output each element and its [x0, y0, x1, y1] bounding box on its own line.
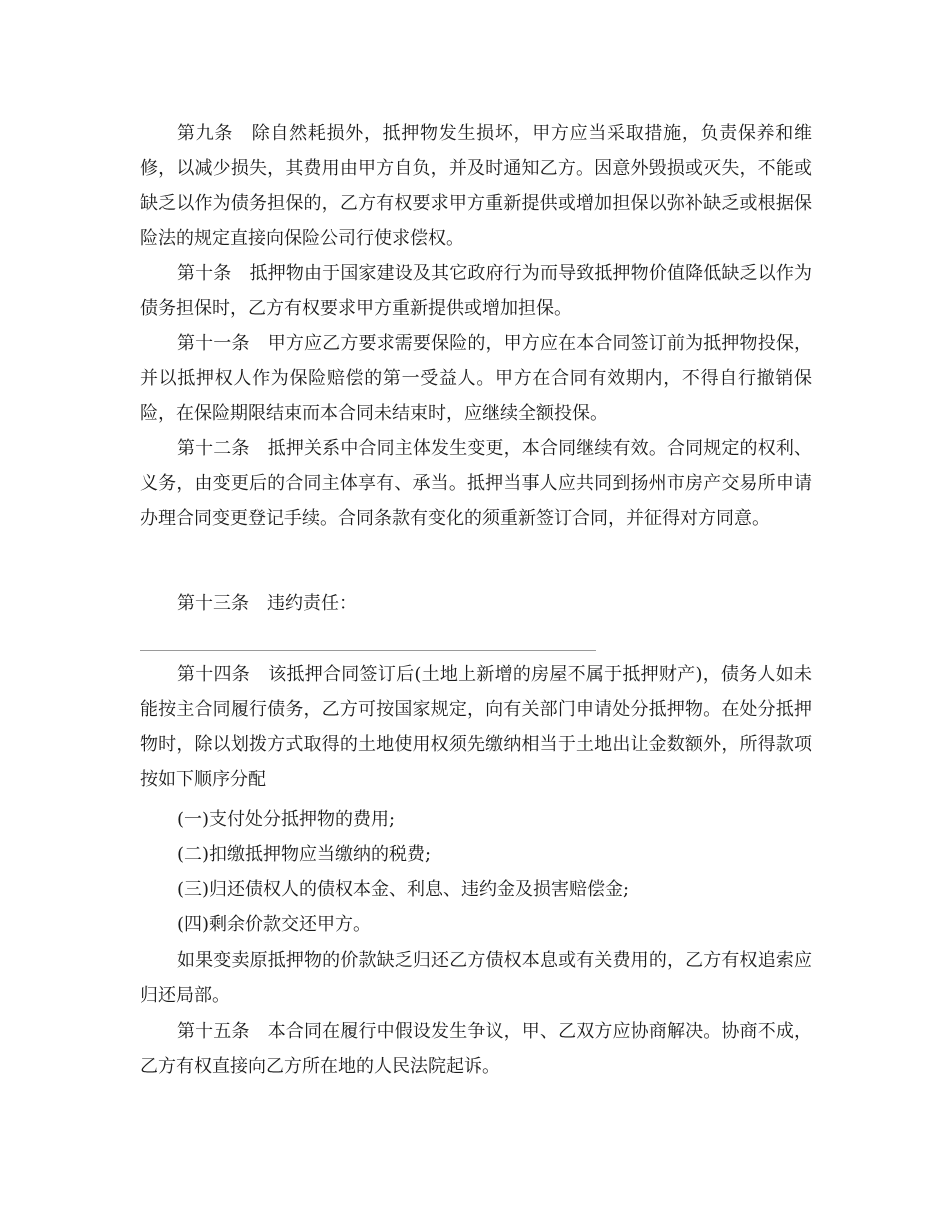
article-11: 第十一条 甲方应乙方要求需要保险的，甲方应在本合同签订前为抵押物投保，并以抵押权人作为保险赔偿的第一受益人。甲方在合同有效期内，不得自行撤销保险，在保险期限结束而本合同未结束时，应继续全额投保。 — [140, 333, 812, 424]
list-item-1: (一)支付处分抵押物的费用; — [177, 809, 396, 830]
shortfall-clause: 如果变卖原抵押物的价款缺乏归还乙方债权本息或有关费用的，乙方有权追索应归还局部。 — [140, 950, 812, 1006]
fill-in-blank-line — [140, 650, 596, 651]
article-12: 第十二条 抵押关系中合同主体发生变更，本合同继续有效。合同规定的权利、义务，由变更后的合同主体享有、承当。抵押当事人应共同到扬州市房产交易所申请办理合同变更登记手续。合同条款有变化的须重新签订合同，并征得对方同意。 — [140, 438, 812, 529]
article-9: 第九条 除自然耗损外，抵押物发生损坏，甲方应当采取措施，负责保养和维修，以减少损失，其费用由甲方自负，并及时通知乙方。因意外毁损或灭失，不能或缺乏以作为债务担保的，乙方有权要求甲方重新提供或增加担保以弥补缺乏或根据保险法的规定直接向保险公司行使求偿权。 — [140, 123, 812, 249]
list-item-2: (二)扣缴抵押物应当缴纳的税费; — [177, 844, 432, 865]
list-item-3: (三)归还债权人的债权本金、利息、违约金及损害赔偿金; — [177, 879, 630, 900]
article-10: 第十条 抵押物由于国家建设及其它政府行为而导致抵押物价值降低缺乏以作为债务担保时，乙方有权要求甲方重新提供或增加担保。 — [140, 263, 812, 319]
list-item-4: (四)剩余价款交还甲方。 — [177, 914, 372, 935]
article-13: 第十三条 违约责任： — [177, 593, 357, 614]
article-15: 第十五条 本合同在履行中假设发生争议，甲、乙双方应协商解决。协商不成，乙方有权直接向乙方所在地的人民法院起诉。 — [140, 1021, 812, 1077]
article-14: 第十四条 该抵押合同签订后(土地上新增的房屋不属于抵押财产)，债务人如未能按主合同履行债务，乙方可按国家规定，向有关部门申请处分抵押物。在处分抵押物时，除以划拨方式取得的土地使用权须先缴纳相当于土地出让金数额外，所得款项按如下顺序分配 — [140, 664, 812, 790]
